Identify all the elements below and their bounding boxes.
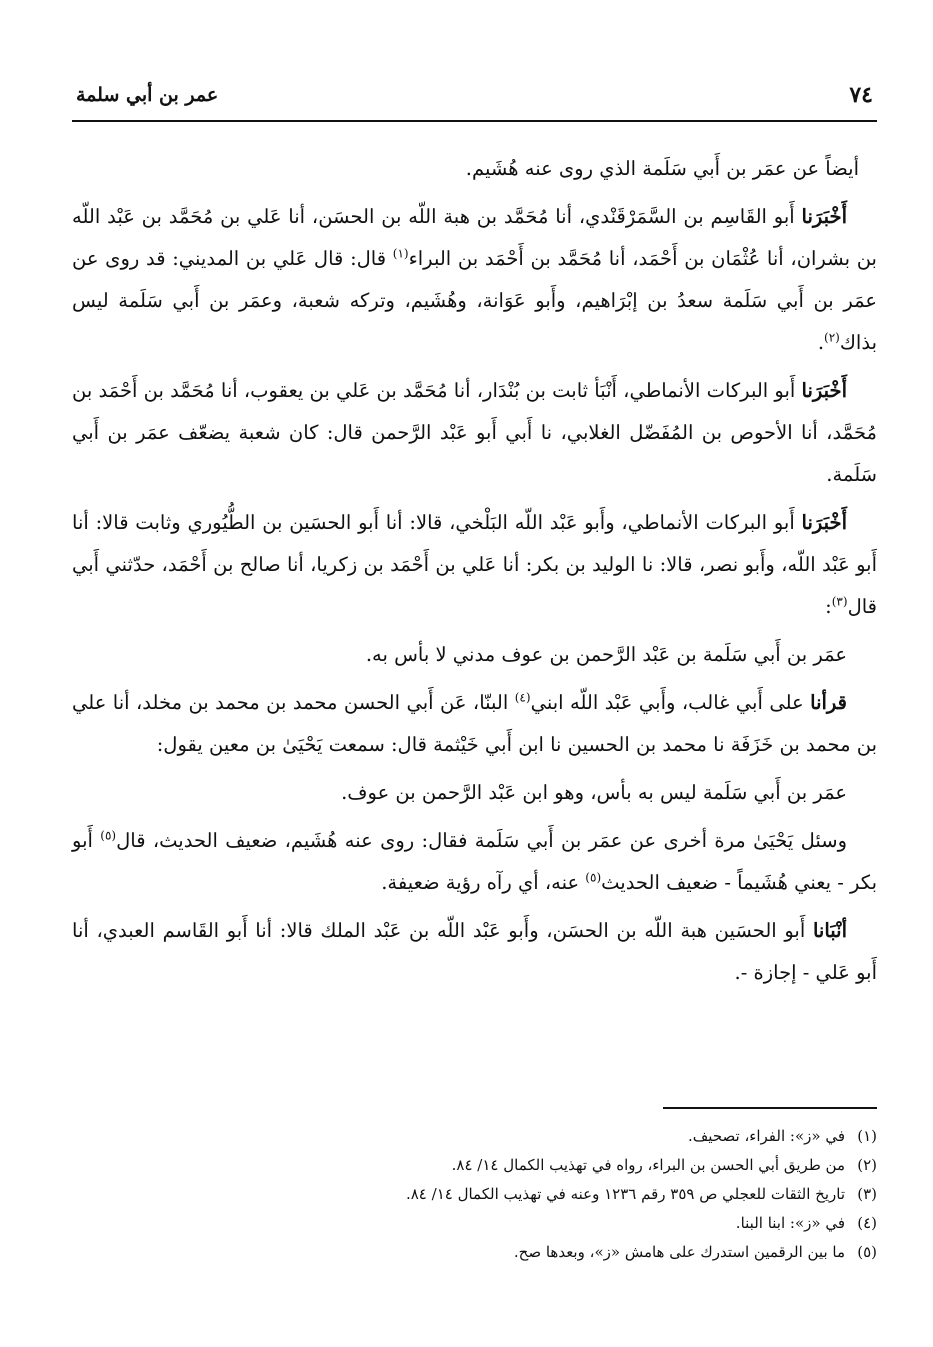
footnote-text: تاريخ الثقات للعجلي ص ٣٥٩ رقم ١٢٣٦ وعنه في تهذيب الكمال ١٤/ ٨٤. bbox=[405, 1185, 845, 1203]
paragraph-text: عمَر بن أَبي سَلَمة ليس به بأس، وهو ابن عَبْد الرَّحمن بن عوف. bbox=[341, 781, 847, 804]
footnote-number: (٤) bbox=[857, 1214, 877, 1232]
footnote bbox=[72, 1151, 877, 1180]
footnote bbox=[72, 1180, 877, 1209]
paragraph-text: قال: قال عَلي بن المديني: قد روى عن عمَر بن أَبي سَلَمة سعدُ بن إبْرَاهيم، وأَبو عَوَانة، وهُشَيم، وتركه شعبة، وعمَر بن أَبي سَلَمة ليس بذاك bbox=[72, 247, 877, 354]
paragraph bbox=[72, 370, 877, 496]
paragraph bbox=[72, 502, 877, 628]
footnote bbox=[72, 1209, 877, 1238]
paragraph-text: البنّا، عَن أَبي الحسن محمد بن محمد بن مخلد، أنا علي بن محمد بن خَزَفَة نا محمد بن الحسين نا ابن أَبي خَيْثمة قال: سمعت يَحْيَىٰ بن معين يقول: bbox=[72, 691, 877, 756]
footnote-ref: (١) bbox=[392, 246, 409, 261]
paragraph-lead: أَخْبَرَنا bbox=[801, 379, 847, 402]
footnote-number: (٣) bbox=[857, 1185, 877, 1203]
footnote-ref: (٥) bbox=[100, 828, 117, 843]
footnote-number: (١) bbox=[857, 1127, 877, 1145]
footnote-divider bbox=[663, 1107, 877, 1109]
paragraph bbox=[72, 682, 877, 766]
paragraph-text: أَبو الحسَين هبة اللّه بن الحسَن، وأَبو عَبْد اللّه بن عَبْد الملك قالا: أنا أَبو القَاسم العبدي، أنا أَبو عَلي - إجازة -. bbox=[72, 919, 877, 984]
footnote-text: في «ز»: الفراء، تصحيف. bbox=[688, 1127, 845, 1145]
paragraph-text: : bbox=[825, 595, 832, 618]
paragraph bbox=[72, 910, 877, 994]
footnotes bbox=[72, 1122, 877, 1267]
page-number: ٧٤ bbox=[849, 82, 873, 108]
paragraph bbox=[72, 148, 877, 190]
footnote-ref: (٢) bbox=[824, 330, 840, 345]
footnote-text: في «ز»: ابنا البنا. bbox=[735, 1214, 845, 1232]
footnote bbox=[72, 1238, 877, 1267]
paragraph-lead: أَخْبَرَنا bbox=[801, 511, 847, 534]
paragraph-text: أَبو القَاسِم بن السَّمَرْقَنْدي، أنا مُحَمَّد بن هبة اللّه بن الحسَن، أنا عَلي بن مُحَمَّد بن عَبْد اللّه بن بشران، أنا عُثْمَان بن أَحْمَد، أنا مُحَمَّد بن أَحْمَد بن البراء bbox=[72, 205, 877, 270]
footnote-number: (٢) bbox=[857, 1156, 877, 1174]
paragraph-text: أَبو البركات الأنماطي، وأَبو عَبْد اللّه البَلْخي، قالا: أنا أَبو الحسَين بن الطُّيُوري وثابت قالا: أنا أَبو عَبْد اللّه، وأَبو نصر، قالا: نا الوليد بن بكر: أنا عَلي بن أَحْمَد بن زكريا، أنا صالح بن أَحْمَد، حدّثني أَبي قال bbox=[72, 511, 877, 618]
paragraph-text: على أَبي غالب، وأَبي عَبْد اللّه ابني bbox=[530, 691, 811, 714]
paragraph-lead: قرأنا bbox=[810, 691, 847, 714]
footnote-number: (٥) bbox=[857, 1243, 877, 1261]
footnote-ref: (٤) bbox=[514, 690, 531, 705]
paragraph-text: وسئل يَحْيَىٰ مرة أخرى عن عمَر بن أَبي سَلَمة فقال: روى عنه هُشَيم، ضعيف الحديث، قال bbox=[116, 829, 847, 852]
paragraph-text: عمَر بن أَبي سَلَمة بن عَبْد الرَّحمن بن عوف مدني لا بأس به. bbox=[365, 643, 847, 666]
footnote bbox=[72, 1122, 877, 1151]
paragraph bbox=[72, 634, 877, 676]
page-header bbox=[72, 78, 877, 122]
footnote-text: من طريق أبي الحسن بن البراء، رواه في تهذيب الكمال ١٤/ ٨٤. bbox=[451, 1156, 845, 1174]
paragraph bbox=[72, 772, 877, 814]
paragraph-text: . bbox=[817, 331, 825, 354]
footnote-ref: (٣) bbox=[831, 594, 848, 609]
paragraph-text: أَبو البركات الأنماطي، أَنْبَأ ثابت بن بُنْدَار، أنا مُحَمَّد بن عَلي بن يعقوب، أنا مُحَمَّد بن أَحْمَد بن مُحَمَّد، أنا الأحوص بن المُفَضّل الغلابي، نا أَبي أَبو عَبْد الرَّحمن قال: كان شعبة يضعّف عمَر بن أَبي سَلَمة. bbox=[72, 379, 877, 486]
paragraph-lead: أَخْبَرَنا bbox=[801, 205, 847, 228]
paragraph-text: أيضاً عن عمَر بن أَبي سَلَمة الذي روى عنه هُشَيم. bbox=[465, 157, 859, 180]
footnote-text: ما بين الرقمين استدرك على هامش «ز»، وبعدها صح. bbox=[513, 1243, 845, 1261]
paragraph bbox=[72, 196, 877, 364]
paragraph-text: أَبو بكر - يعني هُشَيماً - ضعيف الحديث bbox=[72, 829, 877, 894]
paragraph-text: عنه، أي رآه رؤية ضعيفة. bbox=[381, 871, 586, 894]
footnote-ref: (٥) bbox=[585, 870, 602, 885]
paragraph bbox=[72, 820, 877, 904]
paragraph-lead: أنْبَانا bbox=[812, 919, 847, 942]
main-text bbox=[72, 148, 877, 1000]
running-title: عمر بن أبي سلمة bbox=[76, 84, 219, 106]
